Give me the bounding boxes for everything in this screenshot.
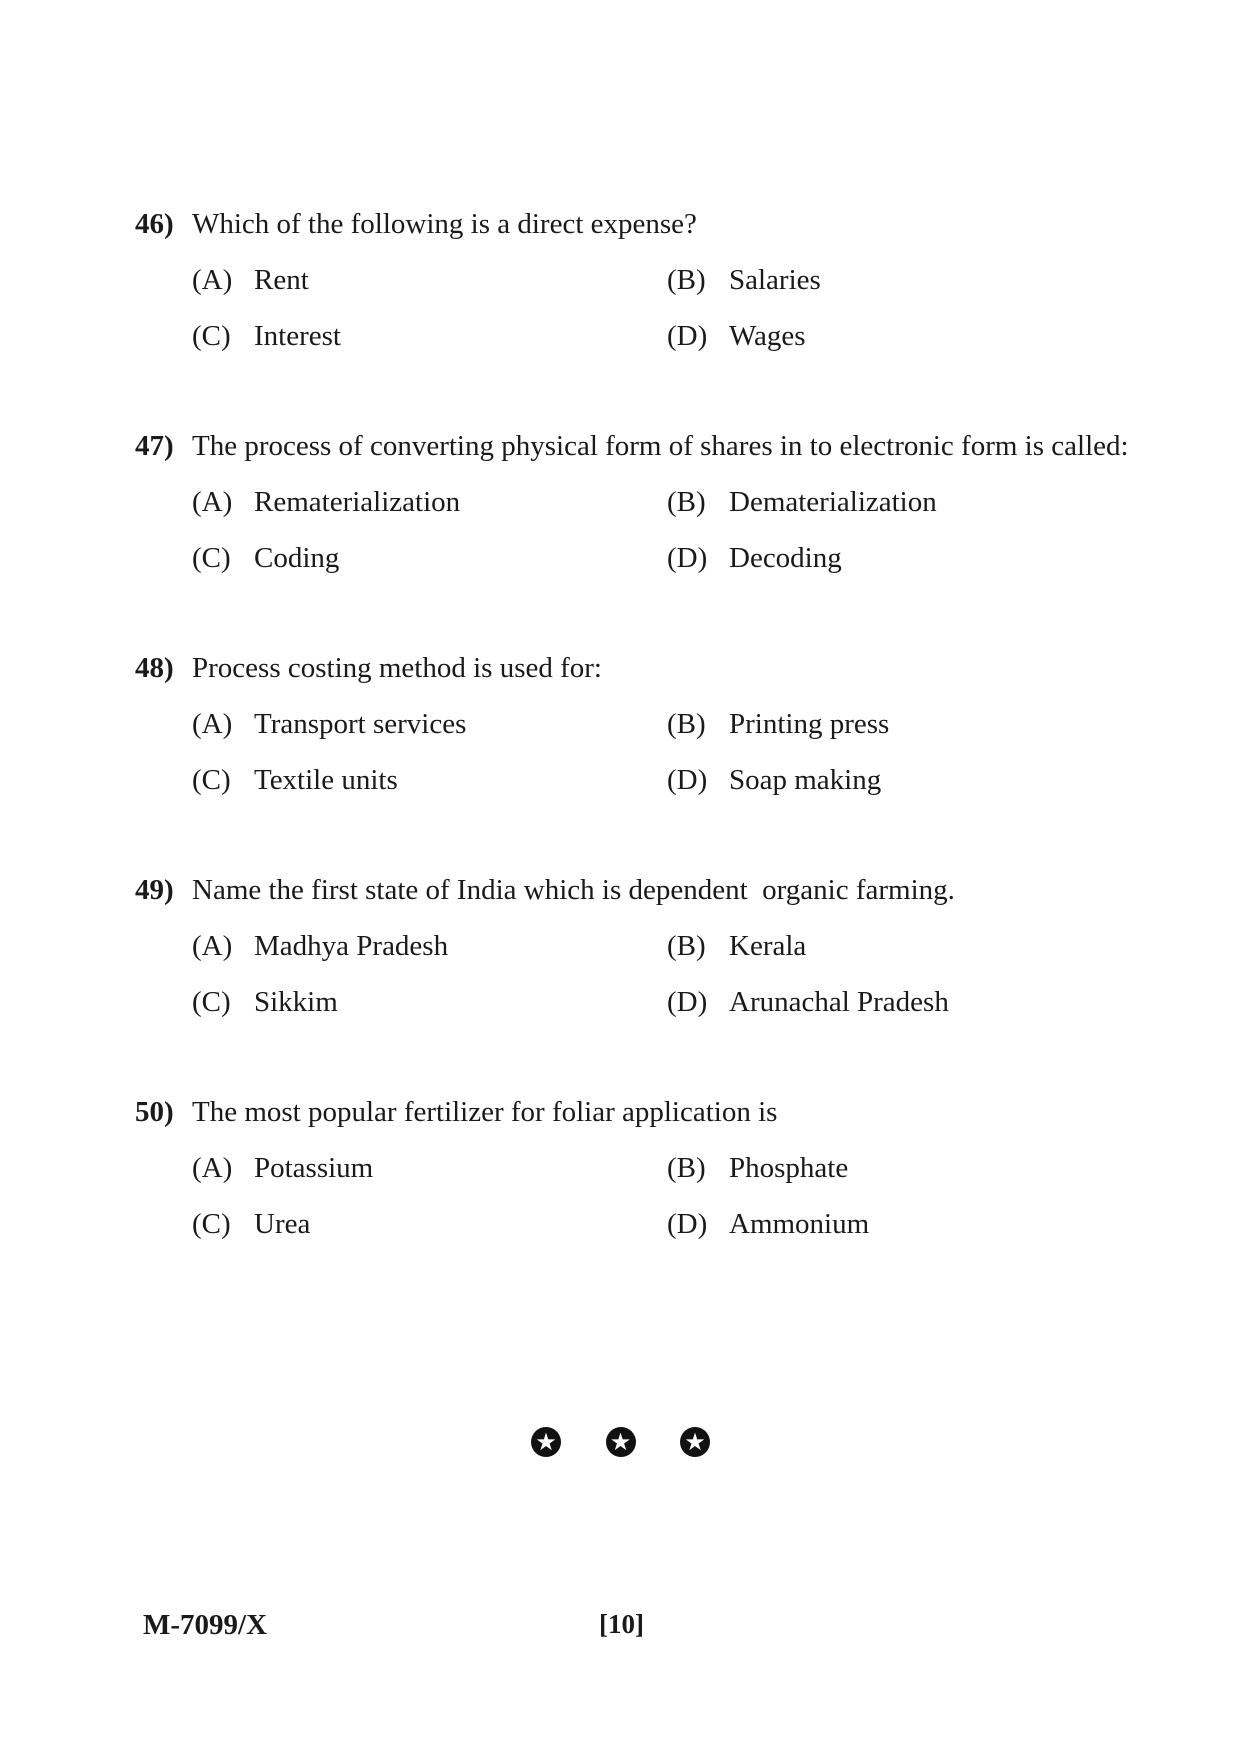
- option-c: [192, 308, 341, 364]
- option-row: [135, 530, 1135, 586]
- option-c: [192, 752, 398, 808]
- option-text: Phosphate: [729, 1152, 849, 1184]
- option-text: Dematerialization: [729, 486, 937, 518]
- option-text: Potassium: [254, 1152, 374, 1184]
- option-text: Transport services: [254, 708, 467, 740]
- option-c: [192, 974, 338, 1030]
- option-d: [667, 1196, 869, 1252]
- question-stem: [135, 196, 1135, 252]
- option-letter: (B): [667, 1152, 706, 1184]
- option-b: [667, 474, 937, 530]
- option-letter: (B): [667, 930, 706, 962]
- option-b: [667, 918, 806, 974]
- question-number: 46): [135, 208, 174, 240]
- question-text: Name the first state of India which is dependent organic farming.: [192, 874, 955, 906]
- question-stem: [135, 1084, 1135, 1140]
- question-48: [135, 640, 1135, 808]
- page-number: [10]: [599, 1609, 644, 1639]
- option-letter: (A): [192, 1152, 233, 1184]
- option-letter: (C): [192, 542, 231, 574]
- option-b: [667, 696, 889, 752]
- option-row: [135, 252, 1135, 308]
- option-row: [135, 918, 1135, 974]
- option-letter: (D): [667, 764, 708, 796]
- option-text: Decoding: [729, 542, 842, 574]
- option-a: [192, 474, 460, 530]
- option-text: Rematerialization: [254, 486, 461, 518]
- option-text: Rent: [254, 264, 309, 296]
- option-text: Printing press: [729, 708, 890, 740]
- question-text: The process of converting physical form of shares in to electronic form is called:: [192, 430, 1129, 462]
- option-letter: (B): [667, 486, 706, 518]
- option-letter: (B): [667, 708, 706, 740]
- option-text: Soap making: [729, 764, 882, 796]
- option-row: [135, 474, 1135, 530]
- option-text: Interest: [254, 320, 341, 352]
- question-text: Process costing method is used for:: [192, 652, 602, 684]
- option-text: Sikkim: [254, 986, 338, 1018]
- option-text: Madhya Pradesh: [254, 930, 449, 962]
- option-row: [135, 974, 1135, 1030]
- option-b: [667, 252, 821, 308]
- option-a: [192, 696, 466, 752]
- option-letter: (C): [192, 320, 231, 352]
- option-letter: (A): [192, 264, 233, 296]
- option-text: Ammonium: [729, 1208, 870, 1240]
- question-47: [135, 418, 1135, 586]
- option-row: [135, 1196, 1135, 1252]
- option-letter: (A): [192, 930, 233, 962]
- end-ornament: [0, 1421, 1241, 1459]
- option-c: [192, 1196, 310, 1252]
- option-letter: (D): [667, 320, 708, 352]
- option-d: [667, 308, 806, 364]
- option-letter: (C): [192, 986, 231, 1018]
- option-letter: (D): [667, 986, 708, 1018]
- question-number: 49): [135, 874, 174, 906]
- star-in-circle-icon: ★: [680, 1427, 710, 1457]
- option-d: [667, 530, 842, 586]
- option-b: [667, 1140, 848, 1196]
- question-46: [135, 196, 1135, 364]
- question-number: 47): [135, 430, 174, 462]
- option-c: [192, 530, 339, 586]
- question-50: [135, 1084, 1135, 1252]
- option-letter: (C): [192, 764, 231, 796]
- question-stem: [135, 640, 1135, 696]
- question-number: 48): [135, 652, 174, 684]
- option-letter: (A): [192, 708, 233, 740]
- question-text: Which of the following is a direct expense?: [192, 208, 697, 240]
- option-row: [135, 1140, 1135, 1196]
- option-letter: (C): [192, 1208, 231, 1240]
- option-letter: (B): [667, 264, 706, 296]
- question-number: 50): [135, 1096, 174, 1128]
- option-text: Wages: [729, 320, 806, 352]
- option-text: Arunachal Pradesh: [729, 986, 949, 1018]
- option-a: [192, 918, 448, 974]
- option-text: Kerala: [729, 930, 807, 962]
- option-d: [667, 974, 949, 1030]
- option-row: [135, 308, 1135, 364]
- question-49: [135, 862, 1135, 1030]
- option-d: [667, 752, 881, 808]
- option-row: [135, 696, 1135, 752]
- option-letter: (A): [192, 486, 233, 518]
- option-row: [135, 752, 1135, 808]
- option-text: Coding: [254, 542, 340, 574]
- question-stem: [135, 418, 1135, 474]
- option-text: Salaries: [729, 264, 821, 296]
- question-text: The most popular fertilizer for foliar application is: [192, 1096, 778, 1128]
- option-letter: (D): [667, 542, 708, 574]
- option-letter: (D): [667, 1208, 708, 1240]
- option-a: [192, 1140, 373, 1196]
- question-stem: [135, 862, 1135, 918]
- option-a: [192, 252, 309, 308]
- option-text: Textile units: [254, 764, 398, 796]
- option-text: Urea: [254, 1208, 311, 1240]
- paper-code: M-7099/X: [143, 1609, 268, 1641]
- star-in-circle-icon: ★: [531, 1427, 561, 1457]
- star-in-circle-icon: ★: [606, 1427, 636, 1457]
